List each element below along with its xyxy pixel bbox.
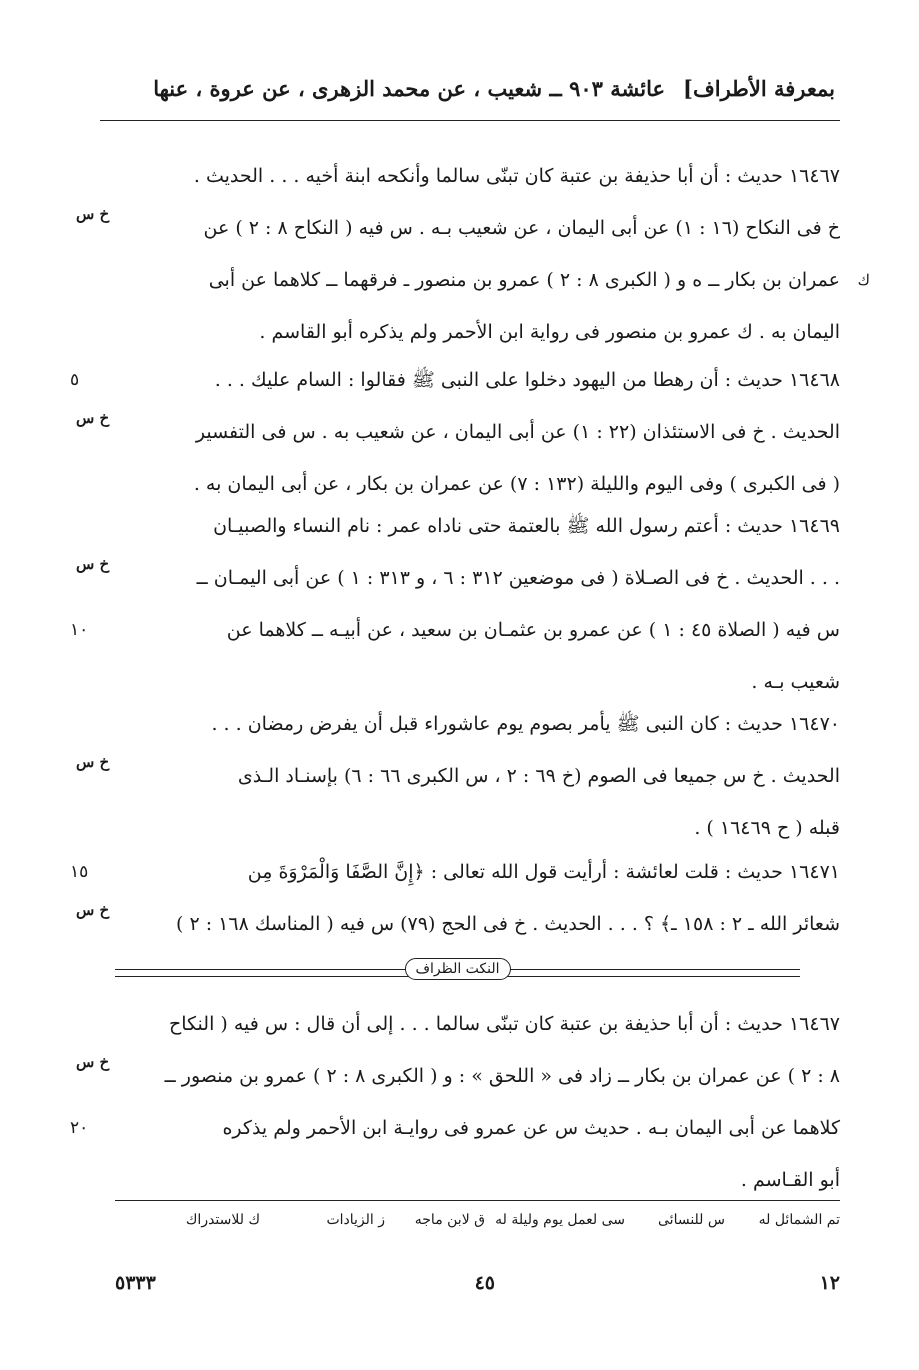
hadith-line-text: ١٦٤٦٨ حديث : أن رهطا من اليهود دخلوا على النبى ﷺ فقالوا : السام عليك . . . bbox=[214, 369, 840, 391]
hadith-entry bbox=[70, 354, 840, 510]
page-number-left: ٥٣٣٣ bbox=[115, 1272, 156, 1294]
nukat-line-text: ١٦٤٦٧ حديث : أن أبا حذيفة بن عتبة كان تبنّى سالما . . . إلى أن قال : س فيه ( النكاح bbox=[169, 1013, 840, 1035]
hadith-line bbox=[110, 698, 840, 750]
hadith-entry bbox=[76, 150, 870, 358]
siglum-mark: خ س bbox=[76, 205, 110, 223]
line-margin-number: ١٠ bbox=[70, 620, 89, 640]
nukat-line bbox=[110, 998, 840, 1050]
hadith-line-text: ١٦٤٧١ حديث : قلت لعائشة : أرأيت قول الله تعالى : ﴿إِنَّ الصَّفَا وَالْمَرْوَةَ مِن bbox=[247, 861, 840, 883]
hadith-line bbox=[76, 750, 840, 802]
margin-symbol: ك bbox=[857, 271, 870, 289]
footnote-item: س للنسائى bbox=[658, 1212, 725, 1228]
hadith-line bbox=[70, 604, 840, 656]
nukat-entry bbox=[70, 998, 840, 1198]
hadith-line bbox=[76, 898, 840, 950]
hadith-line bbox=[110, 150, 840, 202]
footnote-item: ق لابن ماجه bbox=[414, 1212, 485, 1228]
section-divider bbox=[115, 961, 800, 980]
nukat-line-text: ٨ : ٢ ) عن عمران بن بكار ــ زاد فى « اللحق » : و ( الكبرى ٨ : ٢ ) عمرو بن منصور ــ bbox=[164, 1065, 840, 1087]
hadith-line-text: . . . الحديث . خ فى الصـلاة ( فى موضعين ٣١٢ : ٦ ، و ٣١٣ : ١ ) عن أبى اليمـان ــ bbox=[196, 567, 840, 589]
hadith-line-text: شعائر الله ـ ٢ : ١٥٨ ـ﴾ ؟ . . . الحديث . خ فى الحج (٧٩) س فيه ( المناسك ١٦٨ : ٢ ) bbox=[176, 913, 840, 935]
hadith-line bbox=[110, 656, 840, 700]
nukat-line-text: كلاهما عن أبى اليمان بـه . حديث س عن عمرو فى روايـة ابن الأحمر ولم يذكره bbox=[222, 1117, 840, 1139]
footnote-item: ك للاستدراك bbox=[185, 1212, 260, 1228]
line-margin-number: ٥ bbox=[70, 370, 80, 390]
hadith-line-text: عمران بن بكار ــ ه و ( الكبرى ٨ : ٢ ) عمرو بن منصور ـ فرقهما ــ كلاهما عن أبى bbox=[208, 269, 840, 291]
line-margin-number: ١٥ bbox=[70, 862, 89, 882]
hadith-line-text: ١٦٤٦٧ حديث : أن أبا حذيفة بن عتبة كان تبنّى سالما وأنكحه ابنة أخيه . . . الحديث . bbox=[193, 165, 840, 187]
footnote-item: سى لعمل يوم وليلة له bbox=[495, 1212, 625, 1228]
hadith-line-text: الحديث . خ س جميعا فى الصوم (خ ٦٩ : ٢ ، س الكبرى ٦٦ : ٦) بإسنـاد الـذى bbox=[237, 765, 840, 787]
hadith-line bbox=[76, 406, 840, 458]
hadith-line bbox=[110, 306, 840, 358]
hadith-entry bbox=[70, 500, 840, 700]
line-margin-number: ٢٠ bbox=[70, 1118, 89, 1138]
hadith-line bbox=[76, 202, 840, 254]
nukat-line bbox=[76, 1050, 840, 1102]
nukat-line-text: أبو القـاسم . bbox=[740, 1169, 840, 1191]
footnote-item: تم الشمائل له bbox=[758, 1212, 840, 1228]
hadith-line-text: ( فى الكبرى ) وفى اليوم والليلة (١٣٢ : ٧) عن عمران بن بكار ، عن أبى اليمان به . bbox=[193, 473, 840, 495]
hadith-line-text: شعيب بـه . bbox=[751, 671, 840, 693]
hadith-line bbox=[70, 846, 840, 898]
siglum-mark: خ س bbox=[76, 409, 110, 427]
hadith-line-text: الحديث . خ فى الاستئذان (٢٢ : ١) عن أبى اليمان ، عن شعيب به . س فى التفسير bbox=[195, 421, 840, 443]
hadith-line bbox=[76, 552, 840, 604]
hadith-line-text: ١٦٤٧٠ حديث : كان النبى ﷺ يأمر بصوم يوم عاشوراء قبل أن يفرض رمضان . . . bbox=[211, 713, 840, 735]
footnote-item: ز الزيادات bbox=[326, 1212, 385, 1228]
header-chain-title: عائشة ٩٠٣ ــ شعيب ، عن محمد الزهرى ، عن عروة ، عنها bbox=[153, 76, 665, 101]
page-number-right: ١٢ bbox=[819, 1272, 840, 1294]
hadith-line bbox=[70, 354, 840, 406]
header-book-title: بمعرفة الأطراف] bbox=[683, 76, 835, 101]
header-rule bbox=[100, 120, 840, 121]
hadith-line-text: س فيه ( الصلاة ٤٥ : ١ ) عن عمرو بن عثمـان بن سعيد ، عن أبيـه ــ كلاهما عن bbox=[226, 619, 840, 641]
hadith-line-text: قبله ( ح ١٦٤٦٩ ) . bbox=[694, 817, 840, 839]
hadith-line-text: ١٦٤٦٩ حديث : أعتم رسول الله ﷺ بالعتمة حتى ناداه عمر : نام النساء والصبيـان bbox=[213, 515, 840, 537]
hadith-entry bbox=[76, 698, 840, 854]
siglum-mark: خ س bbox=[76, 901, 110, 919]
hadith-line-text: اليمان به . ك عمرو بن منصور فى رواية ابن الأحمر ولم يذكره أبو القاسم . bbox=[259, 321, 840, 343]
hadith-line-text: خ فى النكاح (١٦ : ١) عن أبى اليمان ، عن شعيب بـه . س فيه ( النكاح ٨ : ٢ ) عن bbox=[203, 217, 840, 239]
divider-label: النكت الظراف bbox=[404, 958, 510, 980]
siglum-mark: خ س bbox=[76, 753, 110, 771]
nukat-line bbox=[70, 1102, 840, 1154]
running-header bbox=[100, 76, 835, 112]
siglum-mark: خ س bbox=[76, 1053, 110, 1071]
hadith-entry bbox=[70, 846, 840, 950]
siglum-mark: خ س bbox=[76, 555, 110, 573]
page-number-center: ٤٥ bbox=[474, 1272, 495, 1294]
page-numbers bbox=[115, 1272, 840, 1302]
hadith-line bbox=[110, 500, 840, 552]
footnote-key bbox=[115, 1212, 840, 1238]
hadith-line bbox=[110, 254, 870, 306]
footnote-rule bbox=[115, 1200, 840, 1201]
nukat-line bbox=[110, 1154, 840, 1198]
